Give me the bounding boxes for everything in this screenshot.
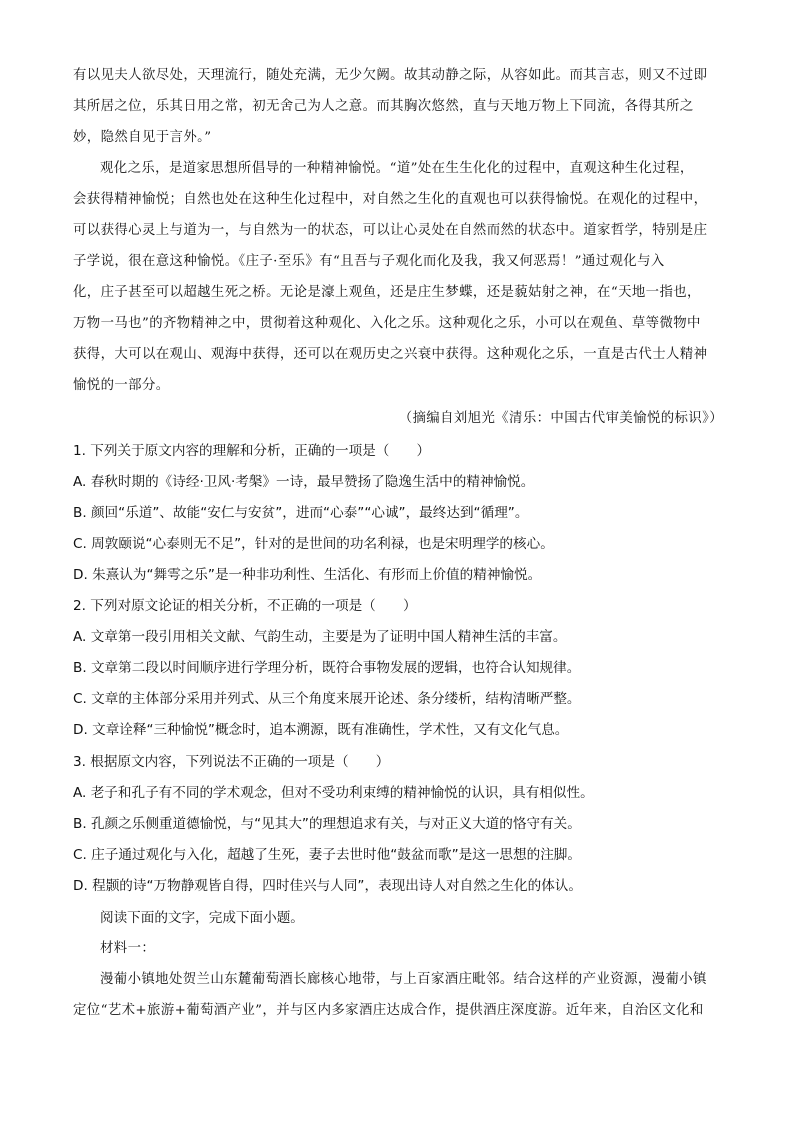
question-stem: 3. 根据原文内容，下列说法不正确的一项是（ ）: [73, 754, 390, 770]
passage-line: 化，庄子甚至可以超越生死之桥。无论是濠上观鱼，还是庄生梦蝶，还是藐姑射之神，在“天地一指也，: [73, 285, 701, 300]
option-b: B. 孔颜之乐侧重道德愉悦，与“见其大”的理想追求有关，与对正义大道的恪守有关。: [73, 816, 581, 832]
passage-line: 获得，大可以在观山、观海中获得，还可以在观历史之兴衰中获得。这种观化之乐，一直是古代士人精神: [73, 347, 708, 362]
passage-line: 子学说，很在意这种愉悦。《庄子·至乐》有“且吾与子观化而化及我，我又何恶焉！”通过观化与入: [73, 254, 665, 269]
question-stem: 2. 下列对原文论证的相关分析，不正确的一项是（ ）: [73, 598, 417, 614]
passage-line: 万物一马也”的齐物精神之中，贯彻着这种观化、入化之乐。这种观化之乐，小可以在观鱼、草等微物中: [73, 316, 701, 331]
option-c: C. 庄子通过观化与入化，超越了生死，妻子去世时他“鼓盆而歌”是这一思想的注脚。: [73, 847, 581, 863]
passage-line: 其所居之位，乐其日用之常，初无舍己为人之意。而其胸次悠然，直与天地万物上下同流，各得其所之: [73, 99, 694, 114]
passage-line: 有以见夫人欲尽处，天理流行，随处充满，无少欠阙。故其动静之际，从容如此。而其言志，则又不过即: [73, 68, 708, 83]
passage-line: 可以获得心灵上与道为一，与自然为一的状态，可以让心灵处在自然而然的状态中。道家哲学，特别是庄: [73, 223, 708, 238]
option-d: D. 程颢的诗“万物静观皆自得，四时佳兴与人同”，表现出诗人对自然之生化的体认。: [73, 878, 582, 894]
option-d: D. 文章诠释“三种愉悦”概念时，追本溯源，既有准确性，学术性，又有文化气息。: [73, 722, 569, 738]
material-line: 漫葡小镇地处贺兰山东麓葡萄酒长廊核心地带，与上百家酒庄毗邻。结合这样的产业资源，漫葡小镇: [100, 972, 707, 987]
passage-line: 会获得精神愉悦；自然也处在这种生化过程中，对自然之生化的直观也可以获得愉悦。在观化的过程中，: [73, 192, 708, 207]
material-line: 定位“艺术+旅游+葡萄酒产业”，并与区内多家酒庄达成合作，提供酒庄深度游。近年来，自治区文化和: [73, 1003, 704, 1018]
option-d: D. 朱熹认为“舞雩之乐”是一种非功利性、生活化、有形而上价值的精神愉悦。: [73, 567, 542, 583]
option-a: A. 文章第一段引用相关文献、气韵生动，主要是为了证明中国人精神生活的丰富。: [73, 629, 567, 645]
reading-prompt: 阅读下面的文字，完成下面小题。: [100, 910, 304, 926]
option-c: C. 文章的主体部分采用并列式、从三个角度来展开论述、条分缕析，结构清晰严整。: [73, 691, 581, 707]
passage-line: 妙，隐然自见于言外。”: [73, 130, 212, 145]
passage-line: 观化之乐，是道家思想所倡导的一种精神愉悦。“道”处在生生化化的过程中，直观这种生化过程，: [100, 161, 694, 176]
option-b: B. 文章第二段以时间顺序进行学理分析，既符合事物发展的逻辑，也符合认知规律。: [73, 660, 581, 676]
source-citation: （摘编自刘旭光《清乐：中国古代审美愉悦的标识》）: [398, 411, 723, 426]
option-a: A. 春秋时期的《诗经·卫风·考槃》一诗，最早赞扬了隐逸生活中的精神愉悦。: [73, 474, 535, 490]
option-a: A. 老子和孔子有不同的学术观念，但对不受功利束缚的精神愉悦的认识，具有相似性。: [73, 785, 594, 801]
material-label: 材料一：: [100, 941, 156, 956]
option-b: B. 颜回“乐道”、故能“安仁与安贫”，进而“心泰”“心诚”，最终达到“循理”。: [73, 505, 529, 521]
question-stem: 1. 下列关于原文内容的理解和分析，正确的一项是（ ）: [73, 443, 431, 459]
passage-line: 愉悦的一部分。: [73, 378, 170, 393]
option-c: C. 周敦颐说“心泰则无不足”，针对的是世间的功名利禄，也是宋明理学的核心。: [73, 536, 554, 552]
